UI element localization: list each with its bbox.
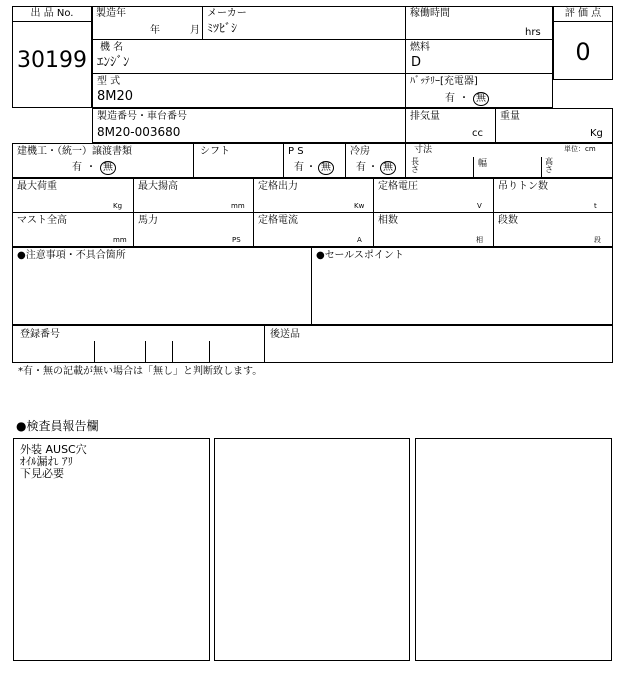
spec-max-lift-unit: mm <box>231 202 245 210</box>
serial-label: 製造番号・車台番号 <box>97 111 187 122</box>
registration-block <box>12 325 613 363</box>
spec-max-load-label: 最大荷重 <box>17 181 57 192</box>
item-no-label: 出 品 No. <box>30 8 74 19</box>
month-suffix: 月 <box>190 25 200 36</box>
transfer-docs-label: 建機工・（統一）譲渡書類 <box>17 146 132 157</box>
model-name-value: ｴﾝｼﾞﾝ <box>97 55 130 70</box>
notes-label: ●注意事項・不具合箇所 <box>17 250 126 261</box>
spec-max-load-unit: Kg <box>113 202 123 210</box>
model-name-label: 機 名 <box>100 42 124 53</box>
displacement-unit: cc <box>472 128 483 139</box>
displacement-label: 排気量 <box>410 111 440 122</box>
cooler-options: 有 ・ 無 <box>356 161 396 175</box>
inspector-report-text: 外装 AUSC穴 ｵｲﾙ漏れ ｱﾘ 下見必要 <box>20 443 87 480</box>
year-label: 製造年 <box>96 8 126 19</box>
spec-stages-label: 段数 <box>498 215 518 226</box>
serial-value: 8M20-003680 <box>97 125 181 139</box>
hours-label: 稼働時間 <box>410 8 450 19</box>
shipping-label: 後送品 <box>270 329 300 340</box>
spec-stages-unit: 段 <box>594 236 601 244</box>
maker-label: メーカー <box>207 8 247 19</box>
footnote: *有・無の記載が無い場合は「無し」と判断致します。 <box>18 366 263 377</box>
maker-value: ﾐﾂﾋﾞｼ <box>207 21 238 35</box>
spec-hoist-tons-unit: t <box>594 202 597 210</box>
spec-mast-height-unit: mm <box>113 236 127 244</box>
registration-label: 登録番号 <box>20 329 60 340</box>
height-label: 高 さ <box>545 157 553 174</box>
weight-label: 重量 <box>500 111 520 122</box>
spec-rated-voltage-label: 定格電圧 <box>378 181 418 192</box>
ps-no-circled: 無 <box>318 161 334 175</box>
sales-label: ●セールスポイント <box>316 250 404 261</box>
cooler-label: 冷房 <box>350 146 370 157</box>
inspector-panel-3 <box>415 438 612 661</box>
spec-mast-height-label: マスト全高 <box>17 215 67 226</box>
inspector-panel-2 <box>214 438 410 661</box>
spec-rated-output-label: 定格出力 <box>258 181 298 192</box>
spec-horsepower-label: 馬力 <box>138 215 158 226</box>
shift-label: シフト <box>200 146 230 157</box>
spec-phases-unit: 相 <box>476 236 483 244</box>
dims-unit: 単位：cm <box>564 145 596 153</box>
item-no-value: 30199 <box>17 48 87 73</box>
year-suffix: 年 <box>150 25 160 36</box>
transfer-options: 有 ・ 無 <box>72 161 116 175</box>
eval-label: 評 価 点 <box>564 8 602 19</box>
spec-rated-voltage-unit: V <box>477 202 482 210</box>
spec-horsepower-unit: PS <box>232 236 241 244</box>
type-label: 型 式 <box>97 76 121 87</box>
width-label: 幅 <box>478 159 488 169</box>
ps-label: P S <box>288 146 304 157</box>
battery-yes: 有 <box>445 93 455 104</box>
type-value: 8M20 <box>97 89 134 104</box>
spec-hoist-tons-label: 吊りトン数 <box>498 181 548 192</box>
eval-score: 0 <box>575 38 591 66</box>
battery-no-circled: 無 <box>473 92 489 106</box>
weight-unit: Kg <box>590 128 603 139</box>
spec-rated-current-unit: A <box>357 236 362 244</box>
battery-options: 有 ・ 無 <box>445 92 489 106</box>
spec-phases-label: 相数 <box>378 215 398 226</box>
fuel-value: D <box>411 55 422 70</box>
transfer-no-circled: 無 <box>100 161 116 175</box>
fuel-label: 燃料 <box>410 42 430 53</box>
hours-unit: hrs <box>525 27 541 38</box>
ps-options: 有 ・ 無 <box>294 161 334 175</box>
spec-rated-output-unit: Kw <box>354 202 365 210</box>
inspector-label: ●検査員報告欄 <box>16 419 99 433</box>
spec-max-lift-label: 最大揚高 <box>138 181 178 192</box>
battery-label: ﾊﾞｯﾃﾘｰ[充電器] <box>410 76 478 87</box>
spec-rated-current-label: 定格電流 <box>258 215 298 226</box>
cooler-no-circled: 無 <box>380 161 396 175</box>
length-label: 長 さ <box>411 157 419 174</box>
dims-label: 寸法 <box>414 145 433 155</box>
